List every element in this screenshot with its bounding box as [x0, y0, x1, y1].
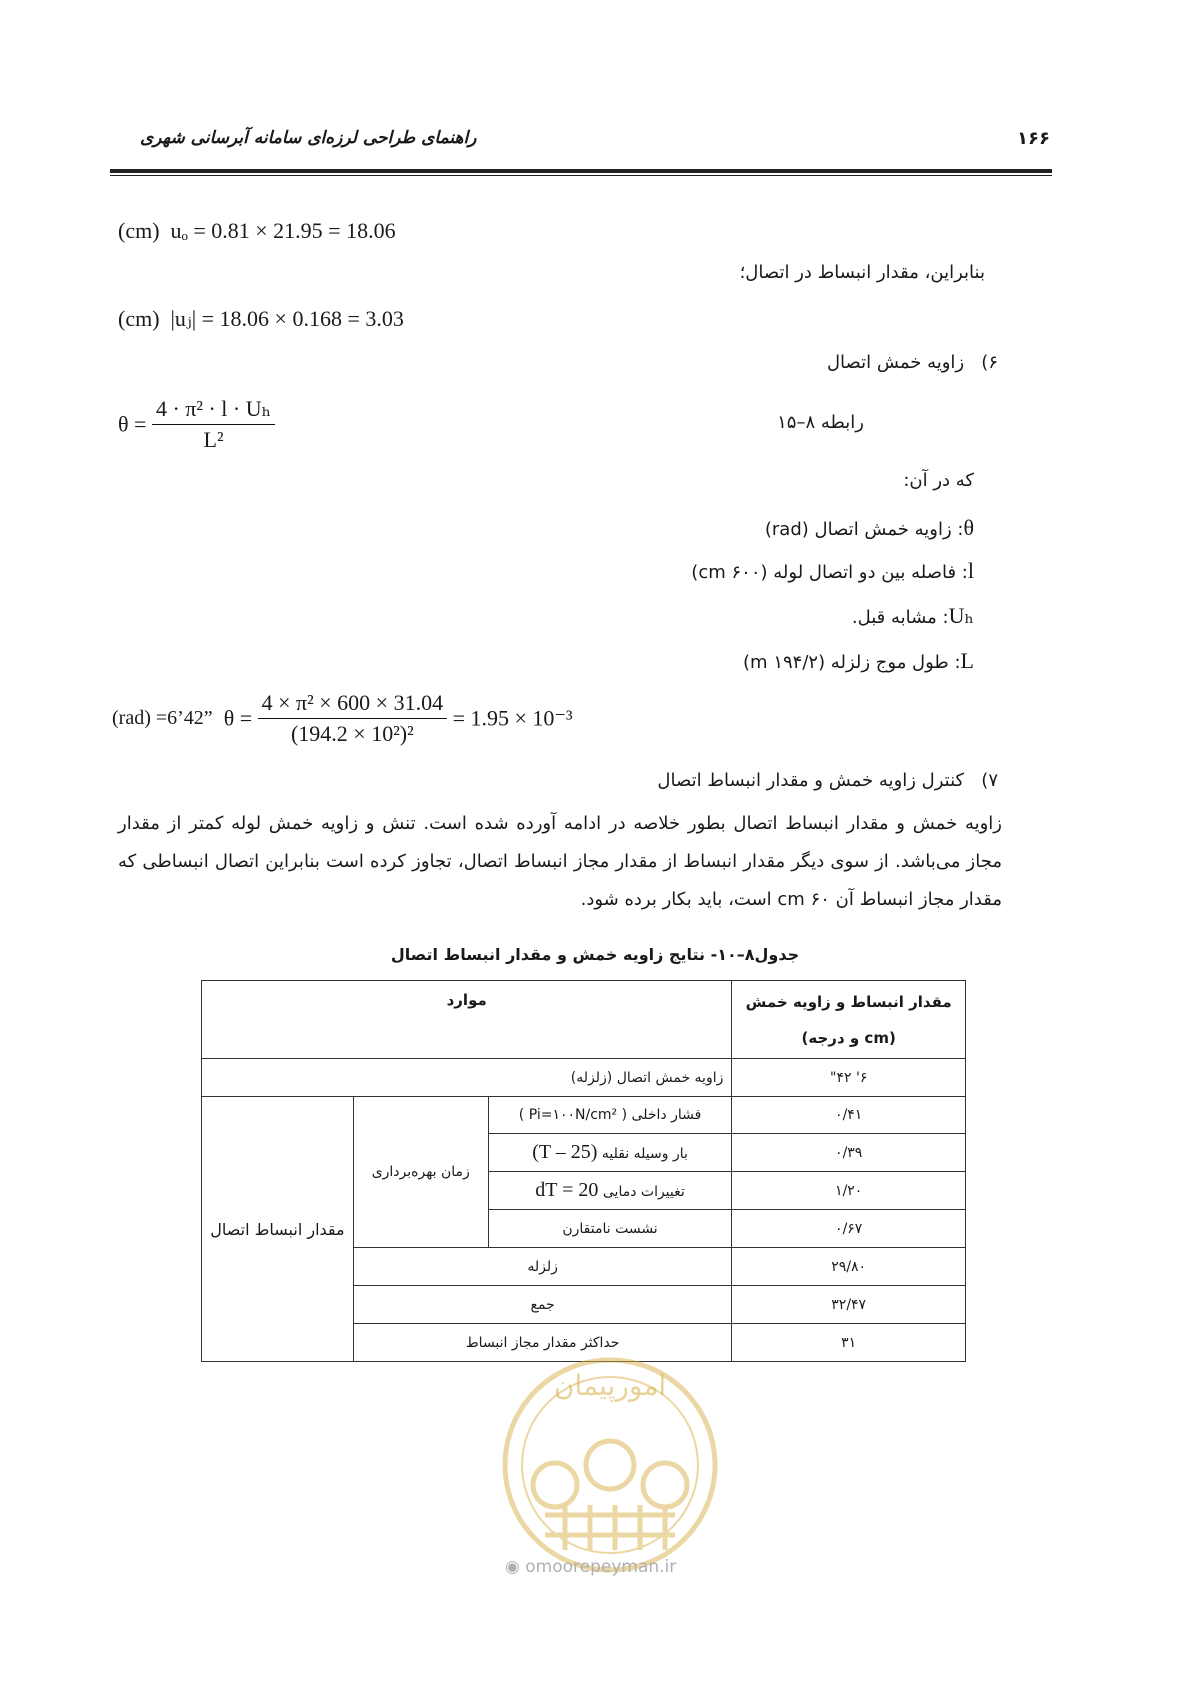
header-rule-thin	[110, 175, 1052, 176]
equation-fraction	[258, 690, 447, 747]
equation-unit: (cm)	[118, 306, 160, 331]
body-paragraph: زاویه خمش و مقدار انبساط اتصال بطور خلاصه در ادامه آورده شده است. تنش و زاویه خمش لوله کمتر از مقدار مجاز می‌باشد. از سوی دیگر مقدار انبساط از مقدار مجاز انبساط اتصال، تجاوز کرده است بنابراین اتصال انبساطی که مقدار مجاز انبساط آن ۶۰ cm است، باید بکار برده شود.	[118, 813, 1002, 910]
symbol-desc: : طول موج زلزله (۱۹۴/۲ m)	[743, 652, 961, 673]
symbol: Uₕ	[948, 603, 974, 628]
subgroup-label-cell: زمان بهره‌برداری	[353, 1097, 488, 1248]
equation-label: رابطه ۸–۱۵	[777, 412, 864, 433]
where-item-theta	[765, 515, 974, 541]
label-cell: حداکثر مقدار مجاز انبساط	[353, 1324, 732, 1362]
equation-theta-formula	[118, 396, 275, 453]
label-cell: نشست نامتقارن	[488, 1210, 732, 1248]
label-cell	[488, 1134, 732, 1172]
where-item-uh	[852, 603, 974, 629]
label-cell: زاویه خمش اتصال (زلزله)	[202, 1059, 732, 1097]
value-cell: ۶' ۴۲"	[732, 1059, 966, 1097]
section-title: زاویه خمش اتصال	[826, 352, 965, 373]
watermark-site-text: omoorepeyman.ir	[525, 1557, 677, 1577]
value-cell: ۰/۴۱	[732, 1097, 966, 1134]
page-number: ۱۶۶	[1017, 128, 1050, 149]
value-cell: ۱/۲۰	[732, 1172, 966, 1210]
table-header-row	[202, 981, 966, 1059]
value-cell: ۰/۳۹	[732, 1134, 966, 1172]
text-therefore: بنابراین، مقدار انبساط در اتصال؛	[739, 262, 985, 283]
symbol: l	[967, 558, 974, 583]
equation-uo	[118, 218, 396, 244]
equation-rhs: = 1.95 × 10⁻³	[452, 705, 573, 731]
equation-unit: (rad) =6’42”	[112, 707, 213, 729]
fraction-numerator: 4 × π² × 600 × 31.04	[258, 690, 447, 719]
header-value-cell	[732, 981, 966, 1059]
header-rule-thick	[110, 169, 1052, 173]
group-label-cell: مقدار انبساط اتصال	[202, 1097, 354, 1362]
value-cell: ۳۲/۴۷	[732, 1286, 966, 1324]
symbol-desc: : زاویه خمش اتصال (rad)	[764, 519, 964, 540]
equation-unit: (cm)	[118, 218, 160, 243]
equation-expression: |uⱼ| = 18.06 × 0.168 = 3.03	[170, 306, 404, 331]
row-formula: (T – 25)	[532, 1141, 598, 1163]
section-7-heading	[657, 770, 998, 791]
section-title: کنترل زاویه خمش و مقدار انبساط اتصال	[657, 770, 965, 791]
results-table	[201, 980, 966, 1362]
value-cell: ۳۱	[732, 1324, 966, 1362]
watermark-logo	[485, 1335, 735, 1585]
label-cell	[488, 1097, 732, 1134]
header-value-line1: مقدار انبساط و زاویه خمش	[745, 992, 952, 1011]
where-item-L	[743, 648, 974, 674]
value-cell: ۲۹/۸۰	[732, 1248, 966, 1286]
equation-uj	[118, 306, 404, 332]
symbol: θ	[963, 515, 974, 540]
fraction-numerator: 4 · π² · l · Uₕ	[152, 396, 275, 425]
watermark-logo-text: امورپیمان	[553, 1369, 667, 1402]
row-label: بار وسیله نقلیه	[601, 1146, 688, 1162]
table-row	[202, 1059, 966, 1097]
symbol: L	[960, 648, 974, 673]
header-items-cell: موارد	[202, 981, 732, 1059]
equation-lhs: θ =	[223, 705, 253, 731]
table-row	[202, 1097, 966, 1134]
label-cell	[488, 1172, 732, 1210]
fraction-denominator: L²	[203, 427, 224, 452]
section-number: ۷)	[981, 770, 998, 791]
symbol-desc: : فاصله بین دو اتصال لوله (۶۰۰ cm)	[691, 562, 968, 583]
row-formula: dT = 20	[535, 1179, 599, 1201]
equation-fraction	[152, 396, 275, 453]
row-label: تغییرات دمایی	[602, 1184, 685, 1200]
watermark-site: ◉ omoorepeyman.ir	[505, 1557, 677, 1577]
value-cell: ۰/۶۷	[732, 1210, 966, 1248]
table-caption: جدول۸–۱۰- نتایج زاویه خمش و مقدار انبساط اتصال	[390, 945, 800, 964]
equation-lhs: θ =	[118, 411, 147, 437]
where-intro: که در آن:	[903, 470, 974, 491]
label-cell: زلزله	[353, 1248, 732, 1286]
row-label: فشار داخلی	[631, 1107, 702, 1123]
equation-expression: uₒ = 0.81 × 21.95 = 18.06	[170, 218, 396, 243]
section-6-heading	[827, 352, 998, 373]
equation-theta-numeric	[112, 690, 573, 747]
running-header-title: راهنمای طراحی لرزه‌ای سامانه آبرسانی شهری	[140, 128, 477, 148]
section-number: ۶)	[981, 352, 998, 373]
fraction-denominator: (194.2 × 10²)²	[290, 721, 414, 746]
header-value-line2: (cm و درجه)	[801, 1028, 896, 1047]
where-item-l	[691, 558, 974, 584]
row-formula: ( Pi=۱۰۰N/cm² )	[518, 1107, 628, 1123]
symbol-desc: : مشابه قبل.	[851, 607, 949, 628]
label-cell: جمع	[353, 1286, 732, 1324]
